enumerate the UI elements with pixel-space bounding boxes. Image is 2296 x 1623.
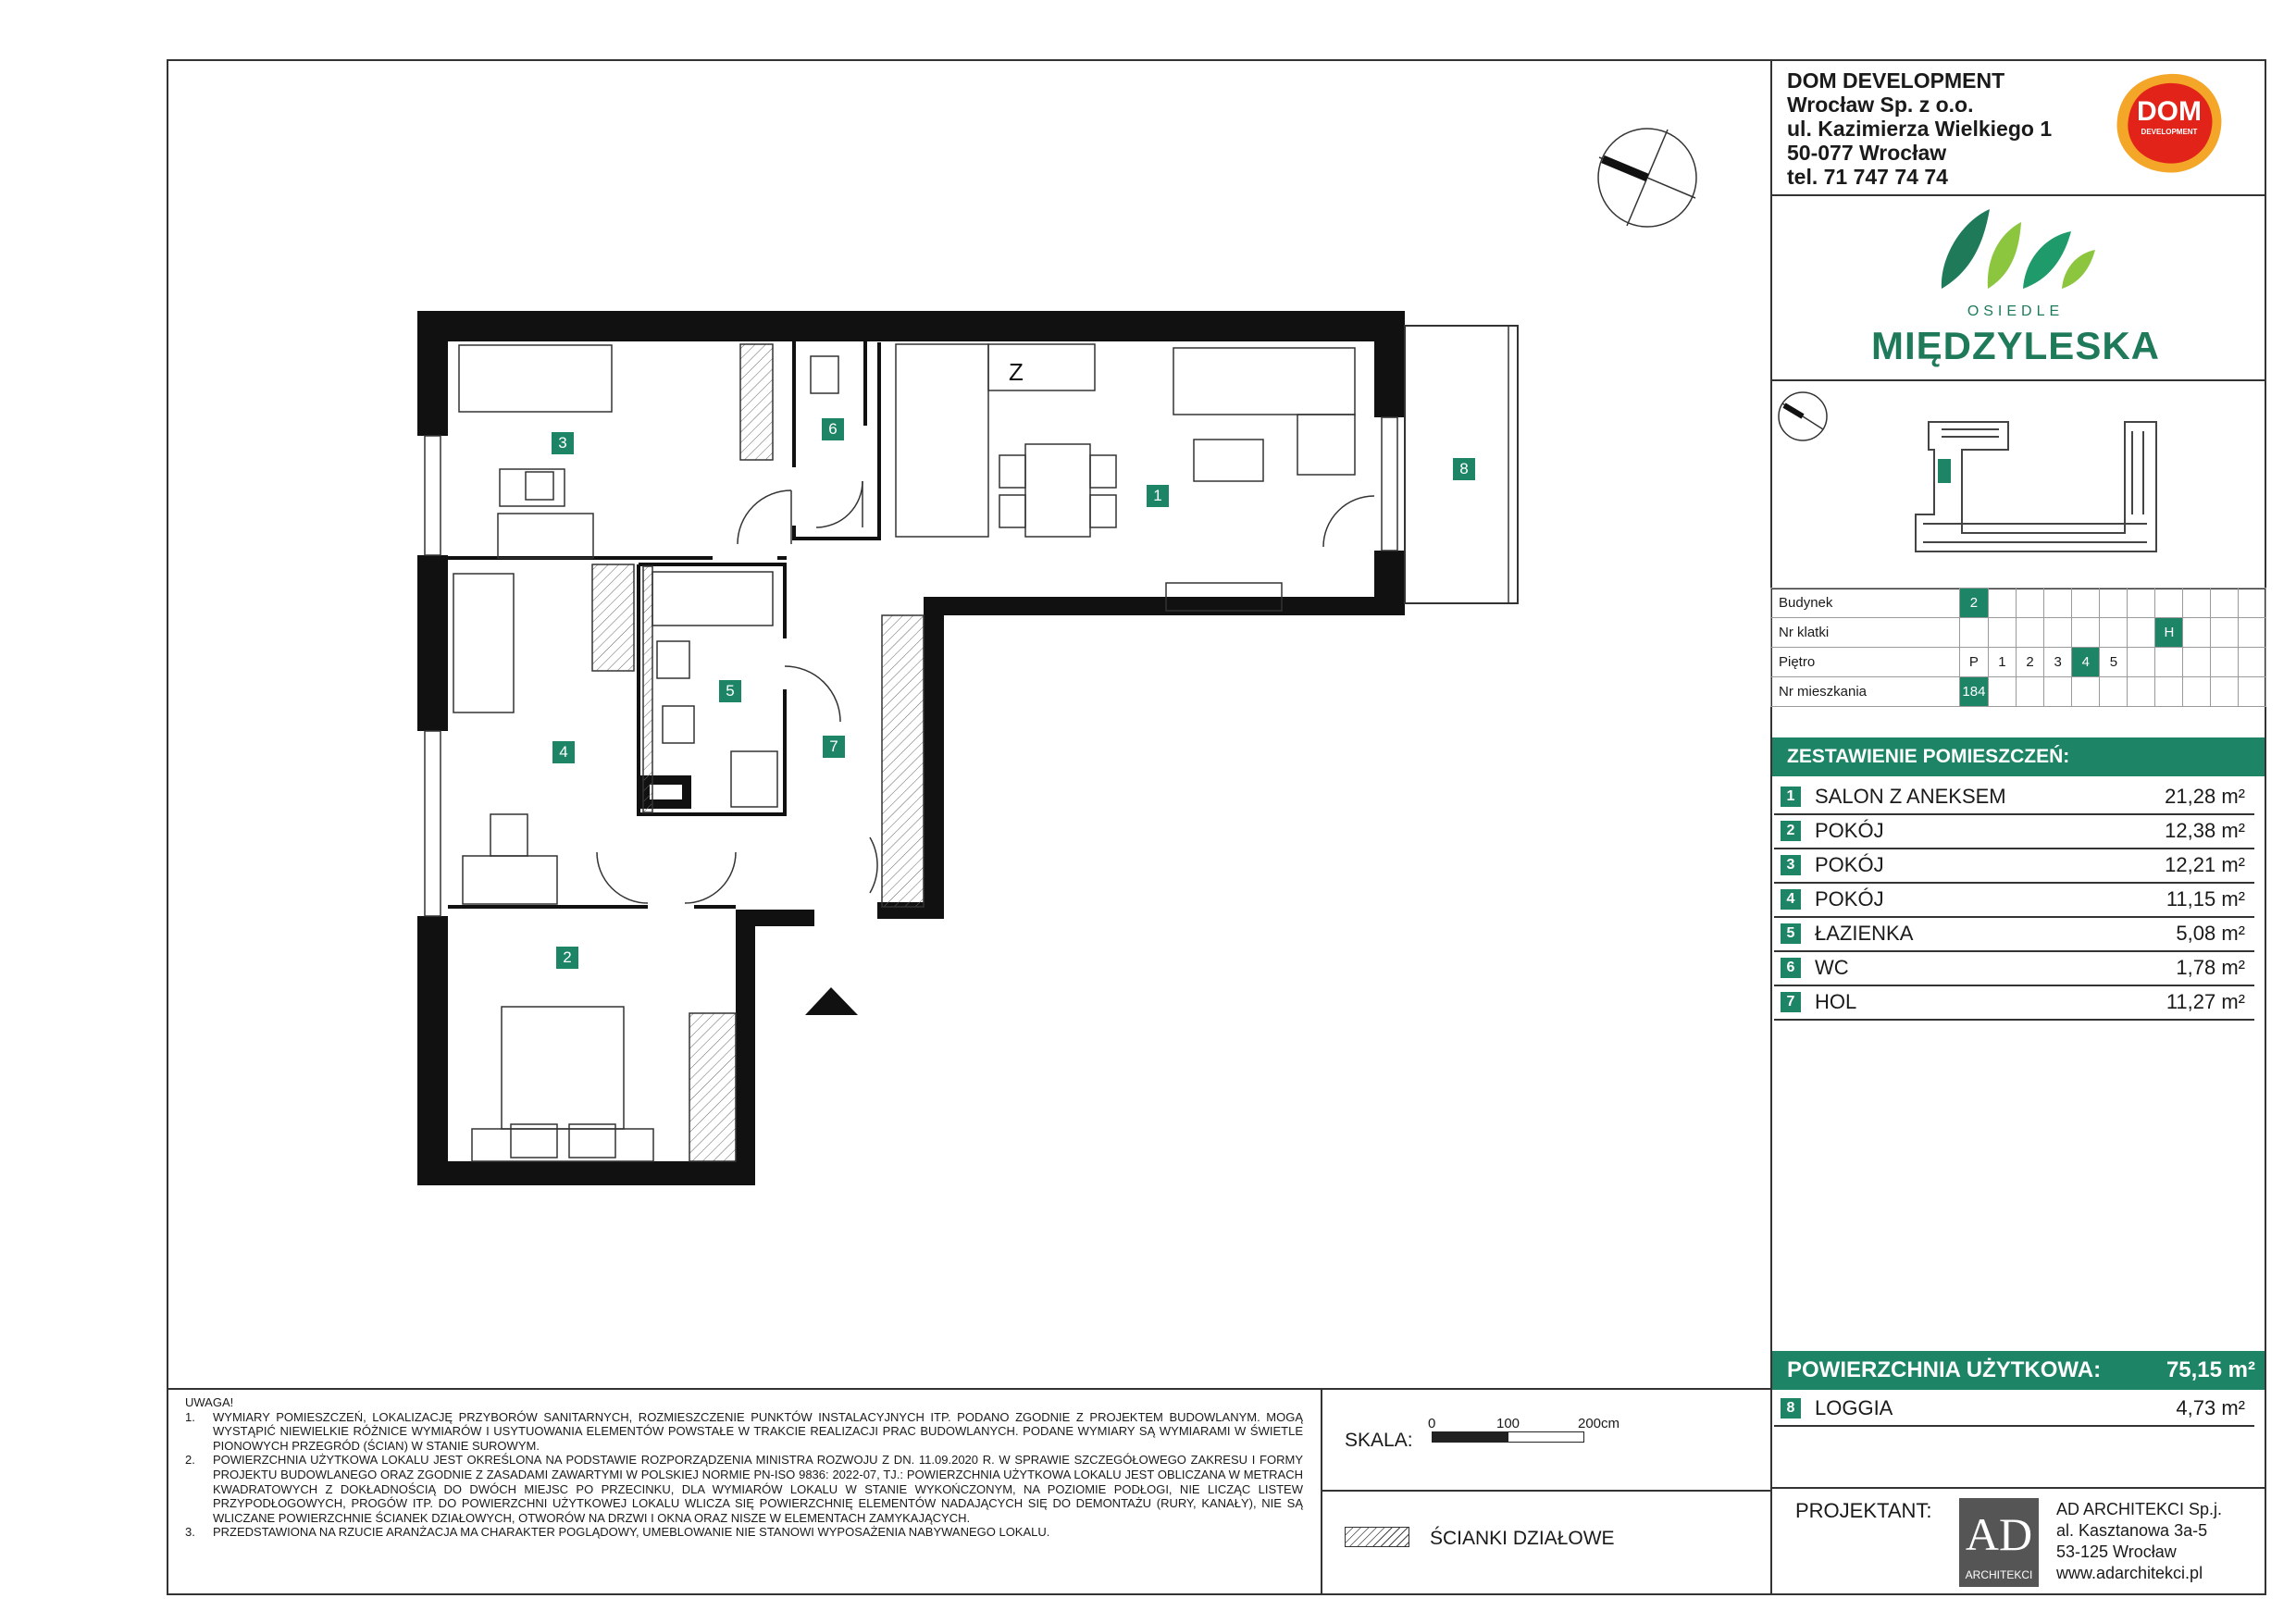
header-divider	[1770, 194, 2266, 196]
scale-label: SKALA:	[1345, 1430, 1413, 1451]
room-area: 12,21 m²	[2165, 853, 2245, 876]
ad-architekci-logo	[1959, 1498, 2039, 1587]
developer-phone: tel. 71 747 74 74	[1787, 165, 1948, 189]
room-row	[1774, 916, 2254, 952]
loggia-row	[1774, 1391, 2254, 1427]
room-number: 2	[1781, 821, 1801, 841]
plan-label-7: 7	[823, 736, 845, 758]
location-cell: 2	[1960, 588, 1989, 618]
location-cell	[2211, 588, 2239, 618]
loggia-area: 4,73 m²	[2176, 1396, 2245, 1419]
room-name: ŁAZIENKA	[1815, 922, 1914, 945]
dom-development-logo	[2112, 70, 2227, 178]
location-cell	[2128, 588, 2155, 618]
location-cell	[2044, 618, 2072, 648]
location-cell	[2100, 677, 2128, 707]
developer-city: 50-077 Wrocław	[1787, 141, 1947, 165]
location-cell	[2239, 618, 2266, 648]
location-cell: 5	[2100, 648, 2128, 677]
developer-info	[1787, 68, 2052, 189]
designer-label: PROJEKTANT:	[1795, 1499, 1932, 1522]
room-number: 6	[1781, 958, 1801, 978]
room-number: 5	[1781, 923, 1801, 944]
room-number: 3	[1781, 855, 1801, 875]
designer-info	[2056, 1499, 2222, 1584]
room-name: POKÓJ	[1815, 853, 1884, 876]
developer-company: Wrocław Sp. z o.o.	[1787, 93, 1974, 117]
plan-label-6: 6	[822, 418, 844, 440]
room-row	[1774, 848, 2254, 884]
dom-logo-text: DOM	[2137, 96, 2202, 127]
location-cell	[2044, 588, 2072, 618]
plan-label-3: 3	[552, 432, 574, 454]
room-area: 12,38 m²	[2165, 819, 2245, 842]
location-row	[1771, 618, 2266, 648]
kitchen-mark: Z	[1009, 358, 1024, 386]
location-cell	[2072, 677, 2100, 707]
designer-city: 53-125 Wrocław	[2056, 1542, 2177, 1561]
location-row-label: Nr klatki	[1771, 618, 1960, 648]
location-table	[1770, 588, 2266, 707]
plan-label-5: 5	[719, 680, 741, 702]
room-area: 11,15 m²	[2166, 887, 2245, 911]
location-cell	[2072, 588, 2100, 618]
note-1-text: WYMIARY POMIESZCZEŃ, LOKALIZACJĘ PRZYBORÓW SANITARNYCH, ROZMIESZCZENIE PUNKTÓW INSTALACYJNYCH ITP. PODANO ZGODNIE Z PROJEKTEM BUDOWLANYM. MOGĄ WYSTĄPIĆ NIEWIELKIE RÓŻNICE WYMIARÓW I USYTUOWANIA ELEMENTÓW POWSTAŁE W TRAKCIE REALIZACJI PRAC BUDOWLANYCH. PODANE WYMIARY SĄ WYMIARAMI W ŚWIETLE PIONOWYCH PRZEGRÓD (ŚCIAN) W STANIE SUROWYM.	[213, 1409, 1303, 1453]
location-cell: 3	[2044, 648, 2072, 677]
room-name: WC	[1815, 956, 1849, 979]
plan-label-2: 2	[556, 947, 578, 969]
location-cell: 184	[1960, 677, 1989, 707]
room-area: 1,78 m²	[2176, 956, 2245, 979]
location-cell	[2016, 618, 2043, 648]
location-cell	[1960, 618, 1989, 648]
room-row	[1774, 950, 2254, 986]
location-cell	[2128, 648, 2155, 677]
room-row	[1774, 882, 2254, 918]
loggia-name: LOGGIA	[1815, 1396, 1893, 1419]
location-cell	[2239, 677, 2266, 707]
room-name: POKÓJ	[1815, 887, 1884, 911]
room-row	[1774, 813, 2254, 849]
total-area-band	[1772, 1351, 2265, 1390]
location-cell	[1988, 588, 2016, 618]
plan-label-1: 1	[1147, 485, 1169, 507]
note-2-num: 2.	[185, 1453, 195, 1468]
location-cell	[2211, 677, 2239, 707]
designer-street: al. Kasztanowa 3a-5	[2056, 1521, 2208, 1540]
location-cell	[2128, 677, 2155, 707]
room-area: 11,27 m²	[2166, 990, 2245, 1013]
location-cell	[2155, 677, 2183, 707]
developer-street: ul. Kazimierza Wielkiego 1	[1787, 117, 2053, 141]
note-2-text: POWIERZCHNIA UŻYTKOWA LOKALU JEST OKREŚLONA NA PODSTAWIE ROZPORZĄDZENIA MINISTRA ROZWOJU Z DN. 11.09.2020 R. W SPRAWIE SZCZEGÓŁOWEGO ZAKRESU I FORMY PROJEKTU BUDOWLANEGO ORAZ ZGODNIE Z ZASADAMI ZAWARTYMI W POLSKIEJ NORMIE PN-ISO 9836: 2022-07, TJ.: POWIERZCHNIA UŻYTKOWA LOKALU JEST OBLICZANA W METRACH KWADRATOWYCH Z DOKŁADNOŚCIĄ DO DWÓCH MIEJSC PO PRZECINKU, DLA WYMIARÓW LOKALU W STANIE WYKOŃCZONYM, NA POZIOMIE PODŁOGI, NIE LICZĄC LISTEW PRZYPODŁOGOWYCH, PROGÓW ITP. DO POWIERZCHNI UŻYTKOWEJ LOKALU WLICZA SIĘ POWIERZCHNIĘ ELEMENTÓW NADAJĄCYCH SIĘ DO DEMONTAŻU (RURY, KANAŁY), NIE SĄ WLICZANE POWIERZCHNIE ŚCIANEK DZIAŁOWYCH, OTWORÓW NA DRZWI I OKNA ORAZ NISZE W ELEMENTACH ZAMYKAJĄCYCH.	[213, 1453, 1303, 1525]
note-3-text: PRZEDSTAWIONA NA RZUCIE ARANŻACJA MA CHARAKTER POGLĄDOWY, UMEBLOWANIE NIE STANOWI WYPOSAŻENIA NABYWANEGO LOKALU.	[213, 1525, 1050, 1540]
location-row-label: Budynek	[1771, 588, 1960, 618]
rooms-header	[1772, 737, 2265, 776]
estate-name: MIĘDZYLESKA	[1870, 324, 2160, 367]
notes-title: UWAGA!	[185, 1395, 234, 1409]
notes-block	[185, 1395, 1303, 1540]
room-row	[1774, 985, 2254, 1021]
designer-web: www.adarchitekci.pl	[2056, 1564, 2203, 1582]
loggia-number: 8	[1781, 1398, 1801, 1419]
rooms-header-text: ZESTAWIENIE POMIESZCZEŃ:	[1787, 746, 2070, 767]
total-area-value: 75,15 m²	[2166, 1357, 2255, 1382]
notes-divider	[167, 1388, 1771, 1390]
location-cell	[2016, 677, 2043, 707]
location-cell: H	[2155, 618, 2183, 648]
plan-label-4: 4	[552, 741, 575, 763]
location-cell	[1988, 677, 2016, 707]
key-plan	[1906, 413, 2171, 561]
location-row-label: Nr mieszkania	[1771, 677, 1960, 707]
estate-prefix: OSIEDLE	[1967, 304, 2065, 319]
location-cell	[2211, 618, 2239, 648]
location-cell	[2016, 588, 2043, 618]
designer-name: AD ARCHITEKCI Sp.j.	[2056, 1500, 2223, 1518]
scale-legend-divider	[1321, 1490, 1771, 1492]
location-row	[1771, 677, 2266, 707]
location-cell	[2211, 648, 2239, 677]
room-number: 7	[1781, 992, 1801, 1012]
location-cell	[2239, 648, 2266, 677]
compass-icon	[1595, 126, 1699, 229]
location-cell	[2183, 618, 2211, 648]
location-cell: 1	[1988, 648, 2016, 677]
location-cell	[2183, 677, 2211, 707]
partition-hatch-swatch	[1345, 1527, 1409, 1547]
ad-logo-subtext: ARCHITEKCI	[1965, 1568, 2033, 1581]
note-3-num: 3.	[185, 1525, 195, 1540]
location-cell	[2183, 588, 2211, 618]
room-name: HOL	[1815, 990, 1857, 1013]
designer-divider	[1770, 1487, 2266, 1489]
estate-leaf-logo	[1932, 204, 2099, 296]
room-row	[1774, 779, 2254, 815]
location-cell: P	[1960, 648, 1989, 677]
location-cell	[2072, 618, 2100, 648]
room-number: 4	[1781, 889, 1801, 910]
scale-tick-100: 100	[1496, 1416, 1520, 1431]
compass-small-icon	[1777, 390, 1829, 442]
location-cell	[2239, 588, 2266, 618]
location-cell	[2155, 588, 2183, 618]
scale-tick-0: 0	[1428, 1416, 1436, 1431]
location-cell	[2155, 648, 2183, 677]
developer-name: DOM DEVELOPMENT	[1787, 68, 2005, 93]
location-cell: 2	[2016, 648, 2043, 677]
room-area: 5,08 m²	[2176, 922, 2245, 945]
location-cell	[2044, 677, 2072, 707]
estate-divider	[1770, 379, 2266, 381]
location-cell	[2183, 648, 2211, 677]
dom-logo-subtext: DEVELOPMENT	[2141, 128, 2198, 136]
room-name: POKÓJ	[1815, 819, 1884, 842]
location-cell	[2100, 588, 2128, 618]
location-cell	[1988, 618, 2016, 648]
legend-label: ŚCIANKI DZIAŁOWE	[1430, 1528, 1615, 1549]
room-area: 21,28 m²	[2165, 785, 2245, 808]
location-cell	[2100, 618, 2128, 648]
total-area-label: POWIERZCHNIA UŻYTKOWA:	[1787, 1357, 2102, 1382]
scale-bar	[1432, 1431, 1584, 1443]
ad-logo-text: AD	[1965, 1508, 2033, 1560]
note-1-num: 1.	[185, 1409, 195, 1424]
location-cell	[2128, 618, 2155, 648]
notes-scale-divider	[1321, 1388, 1322, 1595]
location-cell: 4	[2072, 648, 2100, 677]
room-number: 1	[1781, 787, 1801, 807]
floor-plan	[407, 305, 1536, 1194]
location-row	[1771, 648, 2266, 677]
scale-tick-200: 200cm	[1578, 1416, 1620, 1431]
plan-label-8: 8	[1453, 458, 1475, 480]
room-name: SALON Z ANEKSEM	[1815, 785, 2006, 808]
location-row-label: Piętro	[1771, 648, 1960, 677]
location-row	[1771, 588, 2266, 618]
